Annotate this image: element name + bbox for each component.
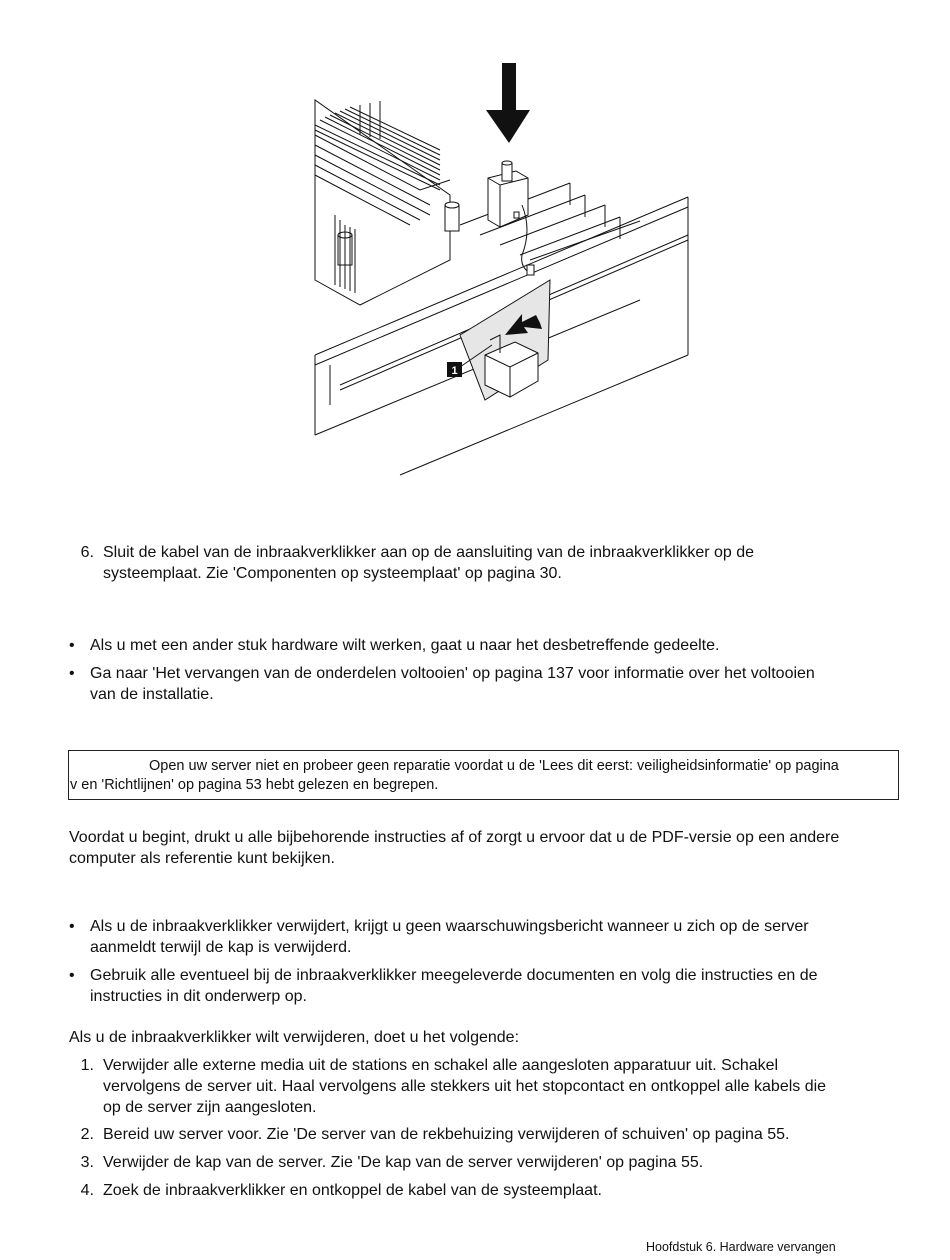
intro-paragraph xyxy=(69,827,839,869)
bullet-dot: • xyxy=(69,967,75,984)
step-number: 1. xyxy=(80,1057,94,1074)
step-text: Verwijder de kap van de server. Zie 'De kap van de server verwijderen' op pagina 55. xyxy=(103,1154,704,1171)
step-number: 2. xyxy=(80,1126,94,1143)
bullet-line: instructies in dit onderwerp op. xyxy=(90,988,307,1005)
step-line: op de server zijn aangesloten. xyxy=(103,1099,317,1116)
bullet-line: Als u met een ander stuk hardware wilt werken, gaat u naar het desbetreffende gedeelte. xyxy=(90,637,720,654)
step-text xyxy=(103,542,754,584)
callout-number: 1 xyxy=(451,365,458,377)
safety-notice-box xyxy=(68,750,899,800)
step-text xyxy=(103,1055,826,1118)
bullet-line: Ga naar 'Het vervangen van de onderdelen voltooien' op pagina 137 voor informatie over het voltooien xyxy=(90,665,815,682)
bullet-line: van de installatie. xyxy=(90,686,214,703)
step-line: Sluit de kabel van de inbraakverklikker aan op de aansluiting van de inbraakverklikker op de xyxy=(103,544,755,561)
bullet-text xyxy=(90,965,818,1007)
intrusion-switch xyxy=(488,161,534,275)
bullet-line: Als u de inbraakverklikker verwijdert, krijgt u geen waarschuwingsbericht wanneer u zich op de server xyxy=(90,918,809,935)
bullet-dot: • xyxy=(69,665,75,682)
step-text: Zoek de inbraakverklikker en ontkoppel de kabel van de systeemplaat. xyxy=(103,1182,602,1199)
notice-line: v en 'Richtlijnen' op pagina 53 hebt gelezen en begrepen. xyxy=(70,777,439,793)
bullet-line: aanmeldt terwijl de kap is verwijderd. xyxy=(90,939,352,956)
page-footer: Hoofdstuk 6. Hardware vervangen xyxy=(646,1240,836,1254)
notice-line: Open uw server niet en probeer geen reparatie voordat u de 'Lees dit eerst: veiligheidsinformatie' op pagina xyxy=(149,758,839,774)
procedure-intro: Als u de inbraakverklikker wilt verwijderen, doet u het volgende: xyxy=(69,1029,520,1046)
step-line: vervolgens de server uit. Haal vervolgens alle stekkers uit het stopcontact en ontkoppel alle kabels die xyxy=(103,1078,827,1095)
paragraph-line: computer als referentie kunt bekijken. xyxy=(69,850,335,867)
bullet-line: Gebruik alle eventueel bij de inbraakverklikker meegeleverde documenten en volg die instructies en de xyxy=(90,967,818,984)
bullet-text xyxy=(90,916,809,958)
step-line: Verwijder alle externe media uit de stations en schakel alle aangesloten apparatuur uit. Schakel xyxy=(103,1057,779,1074)
step-line: systeemplaat. Zie 'Componenten op systeemplaat' op pagina 30. xyxy=(103,565,562,582)
down-arrow xyxy=(486,63,530,143)
step-number: 3. xyxy=(80,1154,94,1171)
step-number: 6. xyxy=(80,544,94,561)
step-number: 4. xyxy=(80,1182,94,1199)
intrusion-switch-illustration xyxy=(300,55,700,485)
bullet-text xyxy=(90,663,815,705)
bullet-text xyxy=(90,635,719,656)
paragraph-line: Voordat u begint, drukt u alle bijbehorende instructies af of zorgt u ervoor dat u de PDF-versie op een andere xyxy=(69,829,840,846)
bullet-dot: • xyxy=(69,637,75,654)
bullet-dot: • xyxy=(69,918,75,935)
heatsink xyxy=(315,100,459,305)
step-text: Bereid uw server voor. Zie 'De server van de rekbehuizing verwijderen of schuiven' op pagina 55. xyxy=(103,1126,790,1143)
